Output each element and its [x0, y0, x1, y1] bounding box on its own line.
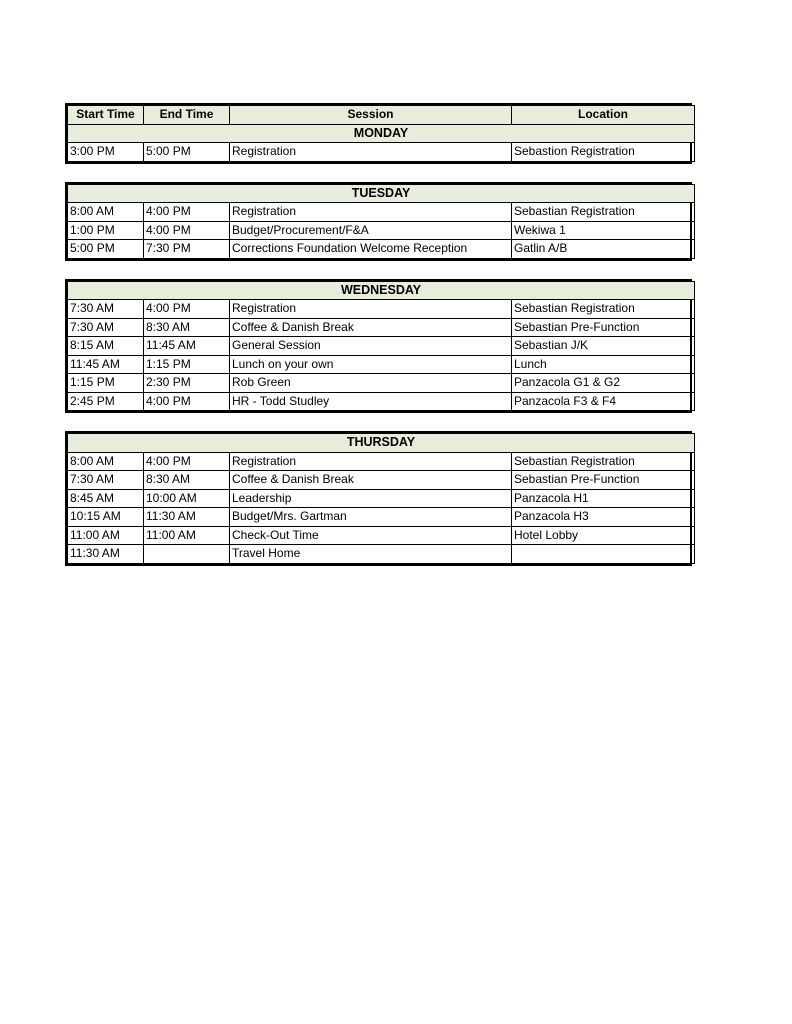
- location-cell: Sebastian Pre-Function: [512, 471, 695, 490]
- start-time-cell: 8:00 AM: [68, 452, 144, 471]
- start-time-cell: 8:45 AM: [68, 489, 144, 508]
- table-row: [68, 355, 695, 374]
- schedule-block-wednesday: [65, 279, 692, 414]
- table-row: [68, 318, 695, 337]
- location-cell: Sebastian Registration: [512, 203, 695, 222]
- start-time-cell: 1:00 PM: [68, 221, 144, 240]
- location-cell: Lunch: [512, 355, 695, 374]
- column-header-session: Session: [230, 106, 512, 125]
- start-time-cell: 3:00 PM: [68, 143, 144, 162]
- schedule-table-tuesday: [67, 184, 695, 259]
- start-time-cell: 11:30 AM: [68, 545, 144, 564]
- end-time-cell: 4:00 PM: [144, 300, 230, 319]
- column-header-end-time: End Time: [144, 106, 230, 125]
- start-time-cell: 7:30 AM: [68, 300, 144, 319]
- location-cell: Hotel Lobby: [512, 526, 695, 545]
- location-cell: Wekiwa 1: [512, 221, 695, 240]
- session-cell: Leadership: [230, 489, 512, 508]
- column-header-location: Location: [512, 106, 695, 125]
- table-row: [68, 203, 695, 222]
- session-cell: Budget/Mrs. Gartman: [230, 508, 512, 527]
- start-time-cell: 11:00 AM: [68, 526, 144, 545]
- session-cell: Budget/Procurement/F&A: [230, 221, 512, 240]
- end-time-cell: 4:00 PM: [144, 221, 230, 240]
- schedule-table-monday: [67, 105, 695, 162]
- table-row: [68, 471, 695, 490]
- session-cell: Registration: [230, 203, 512, 222]
- day-name: THURSDAY: [68, 434, 695, 453]
- table-row: [68, 452, 695, 471]
- table-row: [68, 300, 695, 319]
- location-cell: Gatlin A/B: [512, 240, 695, 259]
- location-cell: Panzacola F3 & F4: [512, 392, 695, 411]
- location-cell: Panzacola H3: [512, 508, 695, 527]
- location-cell: Sebastian Registration: [512, 300, 695, 319]
- end-time-cell: 1:15 PM: [144, 355, 230, 374]
- table-row: [68, 374, 695, 393]
- table-row: [68, 240, 695, 259]
- day-name: WEDNESDAY: [68, 281, 695, 300]
- end-time-cell: 2:30 PM: [144, 374, 230, 393]
- session-cell: Lunch on your own: [230, 355, 512, 374]
- session-cell: Registration: [230, 452, 512, 471]
- column-header-row: [68, 106, 695, 125]
- day-header-row: [68, 124, 695, 143]
- end-time-cell: 10:00 AM: [144, 489, 230, 508]
- schedule-table-wednesday: [67, 281, 695, 412]
- day-header-row: [68, 434, 695, 453]
- start-time-cell: 7:30 AM: [68, 471, 144, 490]
- table-row: [68, 221, 695, 240]
- session-cell: General Session: [230, 337, 512, 356]
- start-time-cell: 8:15 AM: [68, 337, 144, 356]
- session-cell: Rob Green: [230, 374, 512, 393]
- end-time-cell: 11:00 AM: [144, 526, 230, 545]
- location-cell: [512, 545, 695, 564]
- start-time-cell: 11:45 AM: [68, 355, 144, 374]
- column-header-start-time: Start Time: [68, 106, 144, 125]
- end-time-cell: 4:00 PM: [144, 392, 230, 411]
- location-cell: Panzacola H1: [512, 489, 695, 508]
- day-header-row: [68, 184, 695, 203]
- location-cell: Sebastion Registration: [512, 143, 695, 162]
- session-cell: Coffee & Danish Break: [230, 471, 512, 490]
- location-cell: Sebastian J/K: [512, 337, 695, 356]
- schedule-sheet: [65, 103, 692, 566]
- start-time-cell: 1:15 PM: [68, 374, 144, 393]
- table-row: [68, 508, 695, 527]
- location-cell: Panzacola G1 & G2: [512, 374, 695, 393]
- table-row: [68, 143, 695, 162]
- schedule-block-thursday: [65, 431, 692, 566]
- start-time-cell: 7:30 AM: [68, 318, 144, 337]
- day-header-row: [68, 281, 695, 300]
- table-row: [68, 526, 695, 545]
- session-cell: Travel Home: [230, 545, 512, 564]
- session-cell: Registration: [230, 143, 512, 162]
- session-cell: Corrections Foundation Welcome Reception: [230, 240, 512, 259]
- table-row: [68, 489, 695, 508]
- end-time-cell: 5:00 PM: [144, 143, 230, 162]
- table-row: [68, 337, 695, 356]
- start-time-cell: 8:00 AM: [68, 203, 144, 222]
- day-name: TUESDAY: [68, 184, 695, 203]
- schedule-block-tuesday: [65, 182, 692, 261]
- schedule-table-thursday: [67, 433, 695, 564]
- table-row: [68, 545, 695, 564]
- end-time-cell: 11:45 AM: [144, 337, 230, 356]
- day-name: MONDAY: [68, 124, 695, 143]
- session-cell: Coffee & Danish Break: [230, 318, 512, 337]
- end-time-cell: 4:00 PM: [144, 203, 230, 222]
- end-time-cell: 8:30 AM: [144, 318, 230, 337]
- session-cell: Registration: [230, 300, 512, 319]
- session-cell: HR - Todd Studley: [230, 392, 512, 411]
- start-time-cell: 2:45 PM: [68, 392, 144, 411]
- end-time-cell: 11:30 AM: [144, 508, 230, 527]
- end-time-cell: [144, 545, 230, 564]
- session-cell: Check-Out Time: [230, 526, 512, 545]
- location-cell: Sebastian Pre-Function: [512, 318, 695, 337]
- schedule-block-monday: [65, 103, 692, 164]
- table-row: [68, 392, 695, 411]
- start-time-cell: 5:00 PM: [68, 240, 144, 259]
- start-time-cell: 10:15 AM: [68, 508, 144, 527]
- end-time-cell: 4:00 PM: [144, 452, 230, 471]
- end-time-cell: 7:30 PM: [144, 240, 230, 259]
- end-time-cell: 8:30 AM: [144, 471, 230, 490]
- location-cell: Sebastian Registration: [512, 452, 695, 471]
